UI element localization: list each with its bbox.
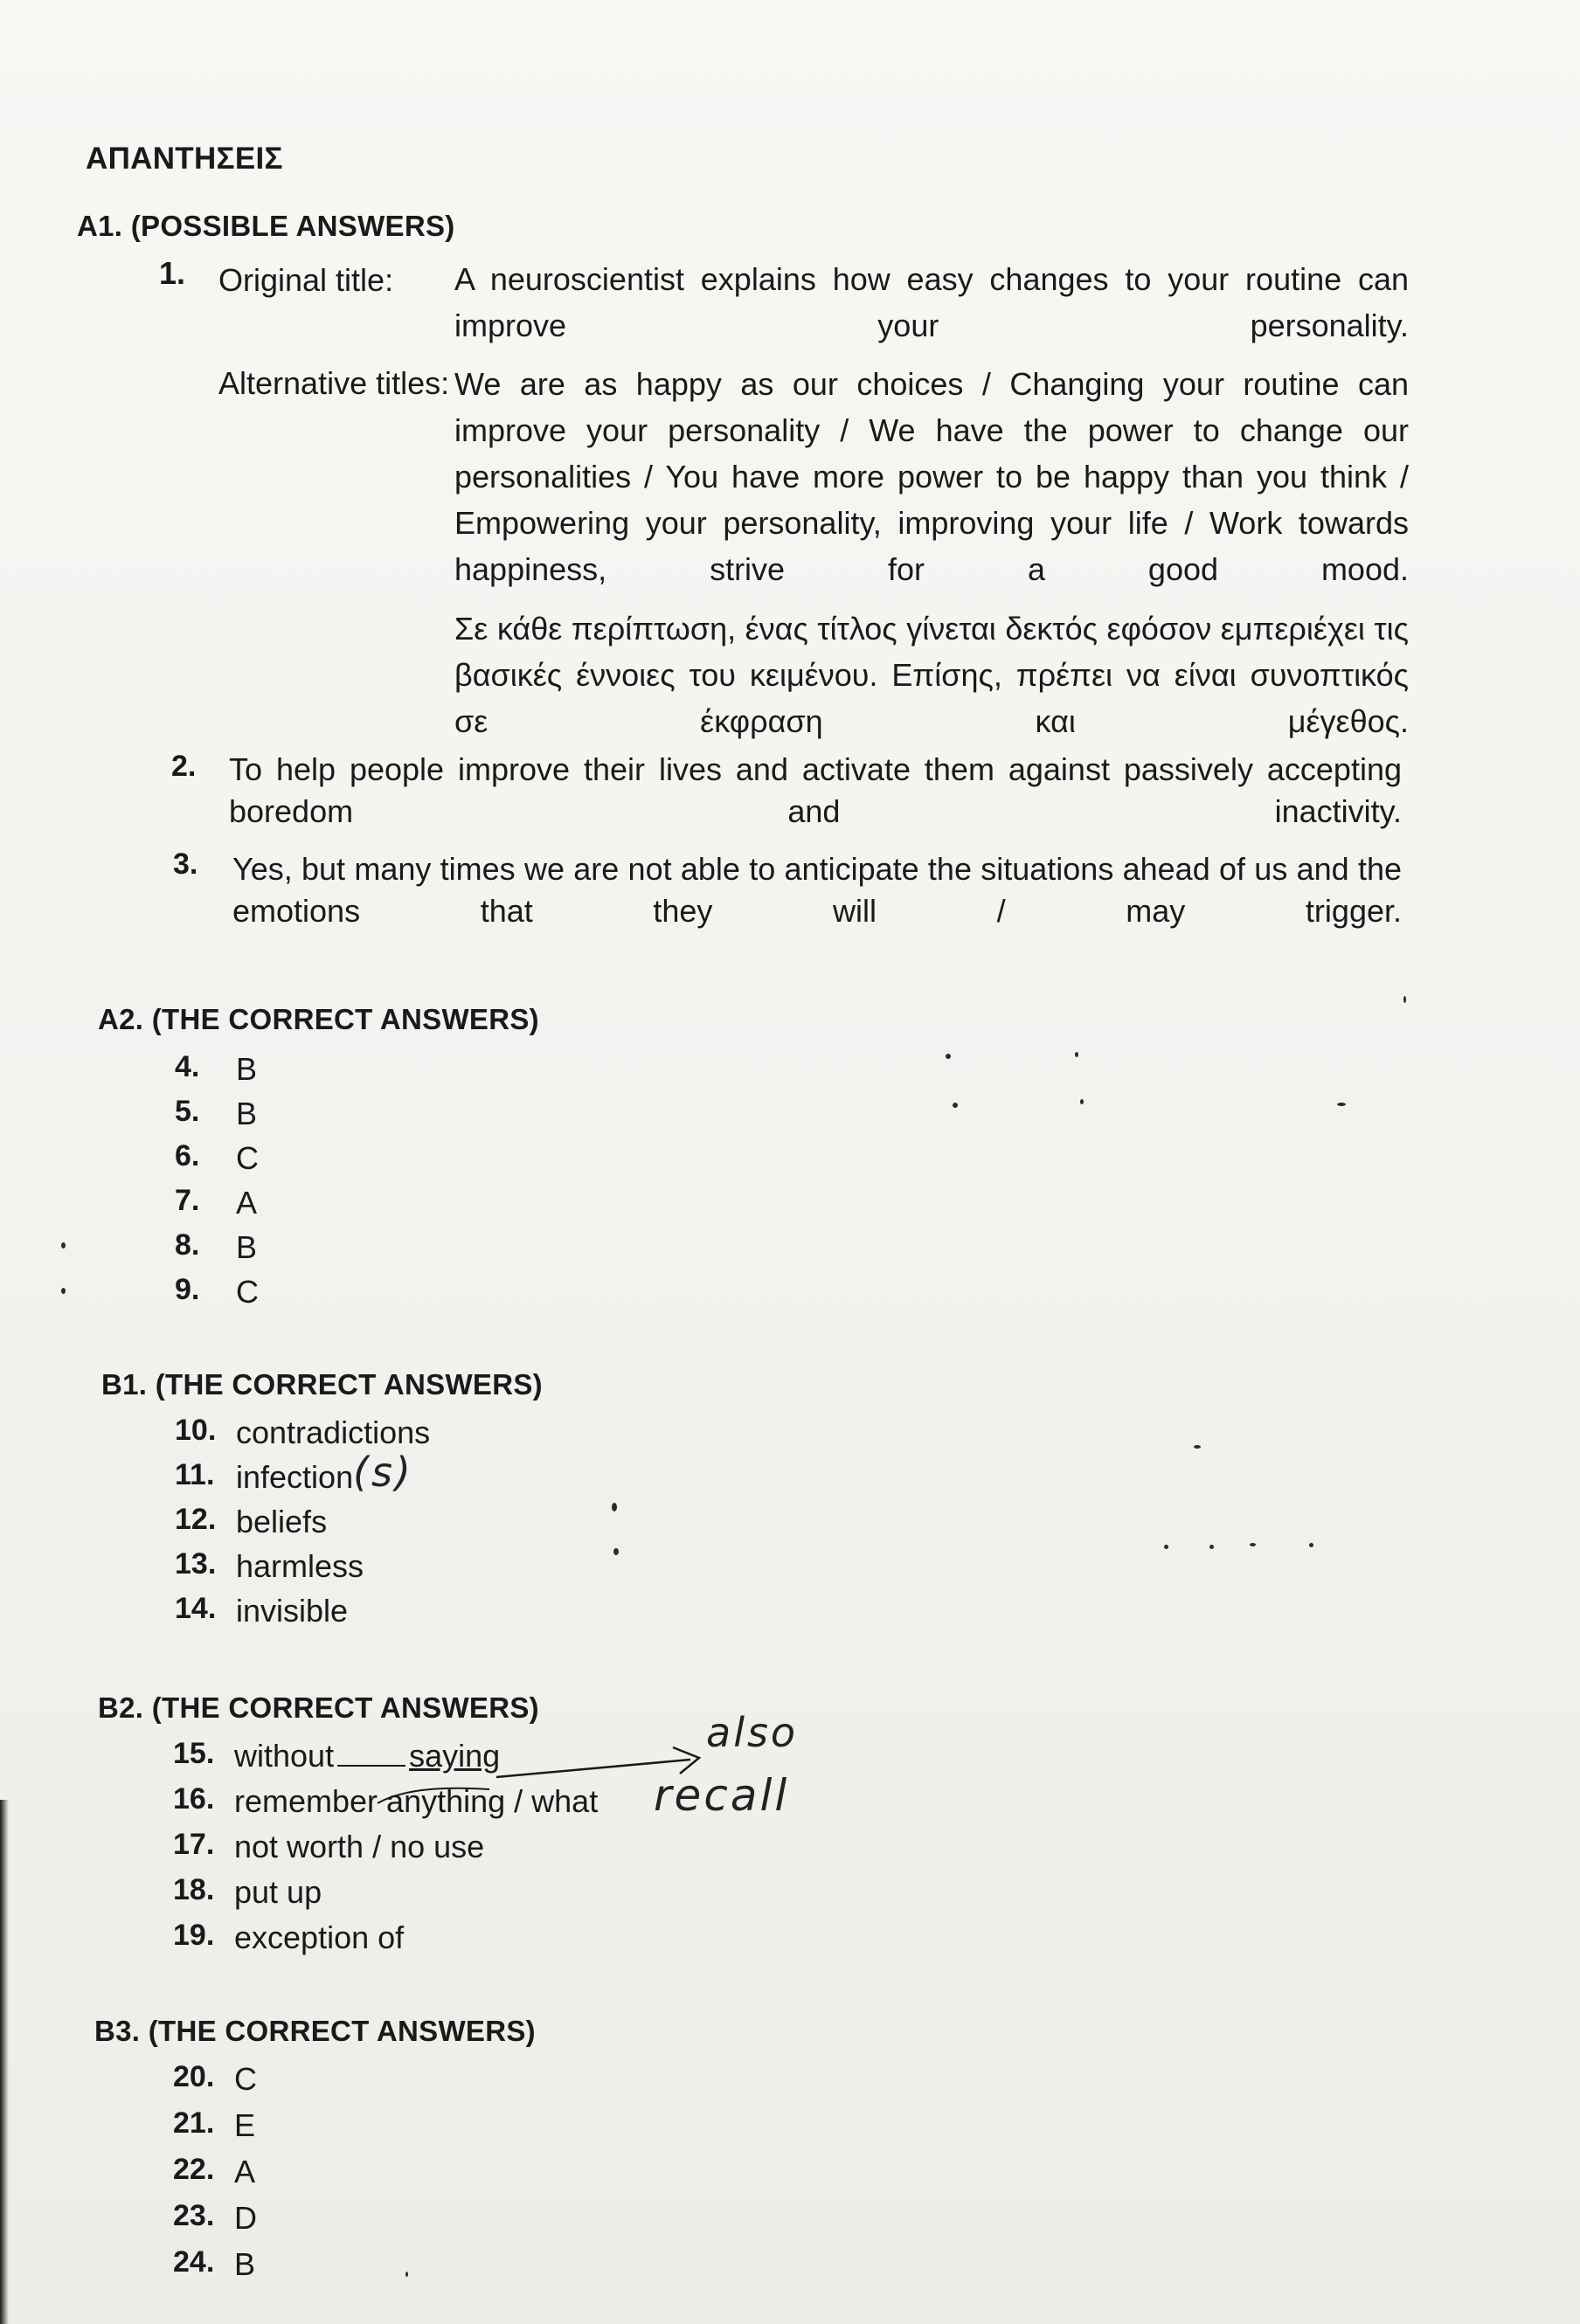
section-a2-heading: A2. (THE CORRECT ANSWERS) xyxy=(98,1003,539,1035)
alternative-titles-label: Alternative titles: xyxy=(218,365,450,401)
a2-item-number: 9. xyxy=(175,1273,200,1306)
b2-item-number: 17. xyxy=(173,1828,215,1861)
q3-answer: Yes, but many times we are not able to anticipate the situations ahead of us and the emotions that they will / may trigger. xyxy=(232,851,1402,929)
scan-speck xyxy=(1194,1445,1201,1449)
b3-item-answer: E xyxy=(234,2107,256,2143)
b1-item-answer: beliefs xyxy=(236,1504,328,1539)
scan-speck xyxy=(1337,1103,1346,1106)
b2-item-number: 15. xyxy=(173,1737,215,1770)
b1-item-number: 14. xyxy=(175,1592,217,1625)
q2-answer: To help people improve their lives and activate them against passively accepting boredom and inactivity. xyxy=(229,751,1402,829)
b2-item-number: 19. xyxy=(173,1919,215,1952)
b1-item-number: 12. xyxy=(175,1503,217,1536)
original-title-text: A neuroscientist explains how easy changes to your routine can improve your personality. xyxy=(454,261,1409,343)
a2-item-answer: A xyxy=(236,1185,258,1221)
b3-item-number: 22. xyxy=(173,2153,215,2186)
b1-item-answer: contradictions xyxy=(236,1414,431,1450)
a2-item-answer: B xyxy=(236,1229,258,1265)
scan-speck xyxy=(61,1288,66,1294)
scan-edge-shadow xyxy=(0,1800,9,2324)
b1-item-answer: harmless xyxy=(236,1548,364,1584)
handwritten-plural-note: (s) xyxy=(353,1449,413,1496)
q1-number: 1. xyxy=(159,255,186,291)
scan-speck xyxy=(405,2272,408,2277)
scan-speck xyxy=(1250,1543,1256,1546)
a2-item-number: 8. xyxy=(175,1228,200,1262)
blank-line xyxy=(337,1765,405,1767)
a2-item-answer: B xyxy=(236,1096,258,1131)
b3-item-answer: D xyxy=(234,2200,257,2236)
a2-item-number: 4. xyxy=(175,1050,200,1083)
page-title: ΑΠΑΝΤΗΣΕΙΣ xyxy=(86,142,283,176)
scan-speck xyxy=(953,1103,958,1108)
b1-item-number: 13. xyxy=(175,1547,217,1580)
b3-item-answer: B xyxy=(234,2246,256,2282)
section-b1-heading: B1. (THE CORRECT ANSWERS) xyxy=(101,1368,543,1401)
scan-speck xyxy=(1075,1052,1078,1057)
scan-speck xyxy=(946,1054,951,1059)
b1-item-number: 11. xyxy=(175,1458,215,1491)
scan-speck xyxy=(1080,1099,1084,1104)
a2-item-answer: C xyxy=(236,1140,259,1176)
a2-item-answer: C xyxy=(236,1274,259,1310)
b3-item-number: 24. xyxy=(173,2245,215,2279)
b3-item-number: 23. xyxy=(173,2199,215,2232)
a2-item-number: 7. xyxy=(175,1184,200,1217)
section-a1-heading: A1. (POSSIBLE ANSWERS) xyxy=(77,210,455,242)
b2-fill-after: saying xyxy=(409,1738,501,1774)
scan-speck xyxy=(61,1242,66,1248)
greek-note: Σε κάθε περίπτωση, ένας τίτλος γίνεται δεκτός εφόσον εμπεριέχει τις βασικές έννοιες του κειμένου. Επίσης, πρέπει να είναι συνοπτικός σε έκφραση και μέγεθος. xyxy=(454,611,1409,739)
b3-item-number: 21. xyxy=(173,2106,215,2140)
b3-item-number: 20. xyxy=(173,2060,215,2093)
scan-speck xyxy=(1403,996,1406,1003)
a2-item-number: 5. xyxy=(175,1095,200,1128)
q2-number: 2. xyxy=(171,750,197,783)
a2-item-answer: B xyxy=(236,1051,258,1087)
a2-item-number: 6. xyxy=(175,1139,200,1172)
handwritten-also-note: also xyxy=(706,1709,799,1756)
b1-item-answer: infection xyxy=(236,1459,354,1495)
b2-item-answer xyxy=(234,1733,500,1779)
b2-item-number: 16. xyxy=(173,1782,215,1816)
b3-item-answer: C xyxy=(234,2061,257,2097)
scan-speck xyxy=(612,1503,617,1511)
b1-item-number: 10. xyxy=(175,1414,217,1447)
b3-item-answer: A xyxy=(234,2154,256,2189)
b2-item-answer: exception of xyxy=(234,1919,405,1955)
scan-speck xyxy=(1164,1545,1168,1549)
section-b3-heading: B3. (THE CORRECT ANSWERS) xyxy=(94,2015,536,2047)
alternative-titles-text: We are as happy as our choices / Changing your routine can improve your personality / We have the power to change our personalities / You have more power to be happy than you think / Empowering your personality, improving your life / Work towards happiness, strive for a good mood. xyxy=(454,366,1409,587)
q3-number: 3. xyxy=(173,847,198,881)
scan-speck xyxy=(613,1548,619,1555)
b2-fill-before: without xyxy=(234,1738,335,1774)
b2-item-answer: put up xyxy=(234,1874,322,1910)
scan-speck xyxy=(1209,1545,1214,1549)
b2-item-answer: remember anything / what xyxy=(234,1783,599,1819)
section-b2-heading: B2. (THE CORRECT ANSWERS) xyxy=(98,1691,539,1724)
original-title-label: Original title: xyxy=(218,262,394,298)
handwritten-recall-note: recall xyxy=(654,1770,790,1821)
b2-item-number: 18. xyxy=(173,1873,215,1906)
b1-item-answer: invisible xyxy=(236,1593,349,1629)
scan-speck xyxy=(1309,1543,1313,1547)
b2-item-answer: not worth / no use xyxy=(234,1829,485,1864)
